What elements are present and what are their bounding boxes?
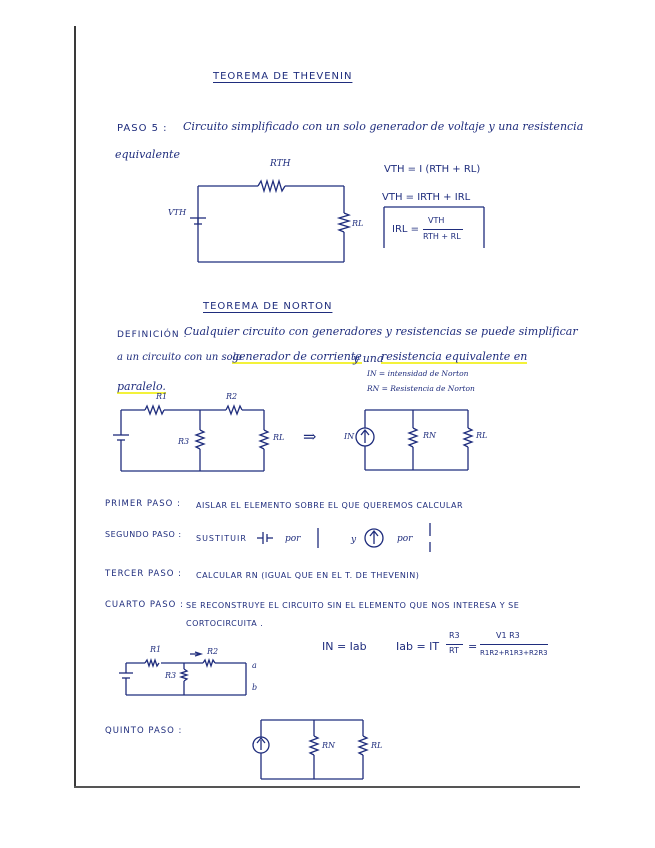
definition-line-3: paralelo. <box>117 380 166 393</box>
segundo-por-1: por <box>285 534 301 544</box>
rn-label: RN <box>423 431 437 440</box>
thevenin-title: TEOREMA DE THEVENIN <box>213 71 353 82</box>
in-label: IN <box>344 432 355 441</box>
formula-iab: Iab = IT <box>396 640 440 653</box>
segundo-label: SEGUNDO PASO : <box>105 530 182 539</box>
primer-label: PRIMER PASO : <box>105 499 181 509</box>
c4-r3-label: R3 <box>165 671 177 680</box>
c4-r1-label: R1 <box>150 645 162 654</box>
rl2-label: RL <box>476 431 488 440</box>
formula-in: IN = Iab <box>322 640 367 653</box>
definition-line-2-b: y una <box>353 352 384 365</box>
rl-label: RL <box>352 219 364 228</box>
paso5-text-1: Circuito simplificado con un solo generador de voltaje y una resistencia <box>183 120 584 133</box>
rth-label: RTH <box>270 159 291 169</box>
transform-arrow: ⇒ <box>303 427 317 446</box>
formula-frac1-num: R3 <box>449 631 460 640</box>
cuarto-text-1: SE RECONSTRUYE EL CIRCUITO SIN EL ELEMENTO QUE NOS INTERESA Y SE <box>186 601 520 610</box>
definition-highlight-1: generador de corriente <box>232 350 362 363</box>
definition-line-1: Cualquier circuito con generadores y resistencias se puede simplificar <box>184 325 578 338</box>
c4-node-a: a <box>252 661 257 670</box>
cuarto-label: CUARTO PASO : <box>105 600 184 610</box>
formula-frac2-num: V1 R3 <box>496 631 520 640</box>
quinto-label: QUINTO PASO : <box>105 726 183 736</box>
paso5-label: PASO 5 : <box>117 123 168 134</box>
definition-line-2-a: a un circuito con un solo <box>117 352 242 363</box>
q-rl-label: RL <box>371 741 383 750</box>
norton-rl-label: RL <box>273 433 285 442</box>
thevenin-eq-1: VTH = I (RTH + RL) <box>384 164 481 175</box>
r3-label: R3 <box>178 437 190 446</box>
tercer-label: TERCER PASO : <box>105 569 183 579</box>
r1-label: R1 <box>156 392 168 401</box>
r2-label: R2 <box>226 392 238 401</box>
c4-node-b: b <box>252 683 258 692</box>
tercer-text: CALCULAR RN (IGUAL QUE EN EL T. DE THEVENIN) <box>196 571 420 580</box>
c4-r2-label: R2 <box>207 647 219 656</box>
segundo-y: y <box>351 535 357 545</box>
primer-text: AISLAR EL ELEMENTO SOBRE EL QUE QUEREMOS CALCULAR <box>196 501 464 510</box>
q-rn-label: RN <box>322 741 336 750</box>
legend-rn: RN = Resistencia de Norton <box>367 384 475 393</box>
formula-frac2-den: R1R2+R1R3+R2R3 <box>480 649 548 657</box>
cuarto-text-2: CORTOCIRCUITA . <box>186 619 264 628</box>
segundo-text: SUSTITUIR <box>196 534 247 543</box>
paso5-text-2: equivalente <box>115 148 180 161</box>
thevenin-eq-3-num: VTH <box>428 216 445 225</box>
formula-frac1-den: RT <box>449 646 459 655</box>
formula-equals: = <box>468 640 478 653</box>
definition-label: DEFINICIÓN : <box>117 330 188 340</box>
thevenin-eq-3-den: RTH + RL <box>423 232 461 241</box>
thevenin-eq-3-left: IRL = <box>392 224 420 235</box>
norton-title: TEOREMA DE NORTON <box>203 301 333 312</box>
thevenin-eq-2: VTH = IRTH + IRL <box>382 192 471 203</box>
definition-highlight-2: resistencia equivalente en <box>381 350 528 363</box>
legend-in: IN = intensidad de Norton <box>367 369 469 378</box>
vth-label: VTH <box>168 208 187 217</box>
segundo-por-2: por <box>397 534 413 544</box>
